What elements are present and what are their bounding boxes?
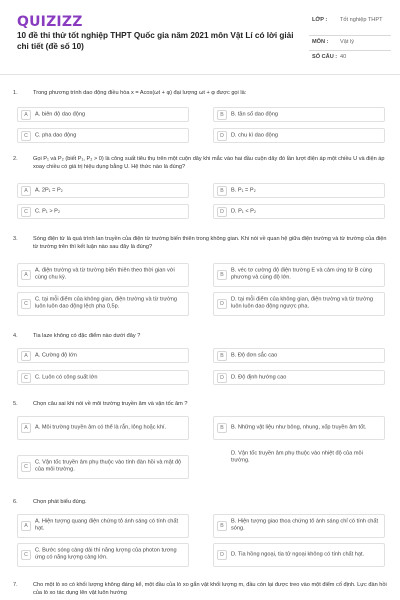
option-a[interactable] [17,107,189,122]
option-b[interactable] [213,514,385,538]
option-a[interactable] [17,263,189,287]
meta-value: 40 [340,54,347,60]
option-letter: D [217,131,227,141]
option-letter: D [217,550,227,560]
option-letter: A [21,270,31,280]
option-text: D. chu kì dao động [231,131,278,138]
question-text: Tia laze không có đặc điểm nào dưới đây ? [33,333,141,339]
question-text: Trong phương trình dao động điều hòa x = Acos(ωt + φ) đại lượng ωt + φ được gọi là: [33,90,247,96]
meta-value: Tốt nghiệp THPT [340,17,383,23]
option-letter: B [217,110,227,120]
option-d[interactable] [213,446,385,470]
option-letter: C [21,550,31,560]
option-text: A. biên độ dao động [35,110,86,117]
option-text: D. P₁ < P₂ [231,207,257,214]
option-letter: D [217,207,227,217]
option-letter: B [217,521,227,531]
option-a[interactable] [17,348,189,363]
option-text: D. Độ định hướng cao [231,373,287,380]
meta-row-subject [309,36,391,51]
meta-key: MÔN : [312,39,329,45]
option-letter: A [21,423,31,433]
option-d[interactable] [213,292,385,316]
option-text: A. điện trường và từ trường biến thiên theo thời gian với cùng chu kỳ. [35,267,175,281]
meta-table [309,14,391,65]
option-c[interactable] [17,370,189,385]
option-letter: A [21,351,31,361]
option-text: B. véc tơ cường độ điện trường E và cảm ứng từ B cùng phương và cùng độ lớn. [231,267,373,281]
option-c[interactable] [17,128,189,143]
option-letter: C [21,207,31,217]
option-letter: B [217,270,227,280]
option-letter: B [217,351,227,361]
option-b[interactable] [213,348,385,363]
option-text: C. P₁ > P₂ [35,207,61,214]
meta-row-class [309,14,391,36]
question-number: 1. [13,90,18,96]
option-letter: D [217,373,227,383]
header-divider [0,74,400,75]
option-b[interactable] [213,107,385,122]
option-text: A. 2P₁ = P₂ [35,186,63,193]
question-number: 7. [13,582,18,588]
option-letter: B [217,423,227,433]
meta-row-count [309,51,391,65]
option-letter: A [21,110,31,120]
option-text: B. tần số dao động [231,110,278,117]
option-text: B. Độ đơn sắc cao [231,351,278,358]
option-letter: C [21,299,31,309]
option-letter: C [21,373,31,383]
option-text: B. Hiện tượng giao thoa chứng tỏ ánh sáng chỉ có tính chất sóng. [231,518,379,532]
option-text: C. pha dao động [35,131,77,138]
option-text: D. Vận tốc truyền âm phụ thuộc vào nhiệt độ của môi trường. [231,450,363,464]
option-d[interactable] [213,204,385,219]
question-number: 2. [13,156,18,162]
question-number: 4. [13,333,18,339]
option-text: B. Những vật liệu như bông, nhung, xốp truyền âm tốt. [231,424,367,431]
question-text: Cho một lò xo có khối lượng không đáng kể, một đầu của lò xo gắn vật khối lượng m, đầu còn lại được treo vào một điểm cố định. Lực đàn hồi của lò xo tác dụng lên vật luôn hướng [33,582,387,596]
option-text: C. tại mỗi điểm của không gian, điện trường và từ trường luôn luôn dao động lệch pha 0,5p. [35,296,178,310]
option-d[interactable] [213,128,385,143]
page-title: 10 đề thi thử tốt nghiệp THPT Quốc gia năm 2021 môn Vật Lí có lời giải chi tiết (đề số 10) [17,31,294,51]
option-text: D. tại mỗi điểm của không gian, điện trường và từ trường luôn luôn dao động ngược pha. [231,296,374,310]
option-a[interactable] [17,183,189,198]
option-text: C. Bước sóng càng dài thì năng lượng của photon tương ứng có năng lượng càng lớn. [35,547,177,561]
option-letter: D [217,299,227,309]
option-a[interactable] [17,416,189,440]
meta-key: LỚP : [312,17,328,23]
option-letter: A [21,521,31,531]
option-b[interactable] [213,416,385,440]
meta-key: SỐ CÂU : [312,54,338,60]
option-letter: B [217,186,227,196]
option-letter: C [21,131,31,141]
option-text: A. Môi trường truyền âm có thể là rắn, lỏng hoặc khí. [35,424,167,431]
option-d[interactable] [213,370,385,385]
option-a[interactable] [17,514,189,538]
question-number: 6. [13,499,18,505]
option-letter: A [21,186,31,196]
option-letter: C [21,462,31,472]
option-b[interactable] [213,183,385,198]
question-text: Chọn câu sai khi nói về môi trường truyền âm và vận tốc âm ? [33,401,188,407]
option-d[interactable] [213,543,385,567]
option-b[interactable] [213,263,385,287]
option-c[interactable] [17,543,189,567]
option-text: B. P₁ = P₂ [231,186,256,193]
option-text: D. Tia hồng ngoại, tia tử ngoại không có tính chất hạt. [231,551,365,558]
question-text: Sóng điện từ là quá trình lan truyền của điện từ trường biến thiên trong không gian. Khi nói về quan hệ giữa điện trường và từ trường của điện từ trường trên thì kết luận nào sau đây là đúng? [33,236,387,250]
option-c[interactable] [17,204,189,219]
question-text: Gọi P₁ và P₂ (biết P₁, P₂ > 0) là công suất tiêu thụ trên một cuộn dây khi mắc vào hai đầu cuộn dây đó lần lượt điện áp một chiều U và điện áp xoay chiều có giá trị hiệu dụng bằng U. Hệ thức nào là đúng? [33,156,385,170]
meta-value: Vật lý [340,39,354,45]
question-text: Chọn phát biểu đúng. [33,499,87,505]
option-text: C. Luôn có công suất lớn [35,373,98,380]
option-text: A. Hiện tượng quang điện chứng tỏ ánh sáng có tính chất hạt. [35,518,179,532]
option-c[interactable] [17,455,189,479]
quizizz-logo: QUIZIZZ [17,14,83,30]
option-c[interactable] [17,292,189,316]
question-number: 3. [13,236,18,242]
question-number: 5. [13,401,18,407]
option-text: C. Vận tốc truyền âm phụ thuộc vào tính đàn hồi và mật độ của môi trường. [35,459,182,473]
option-text: A. Cường độ lớn [35,351,77,358]
